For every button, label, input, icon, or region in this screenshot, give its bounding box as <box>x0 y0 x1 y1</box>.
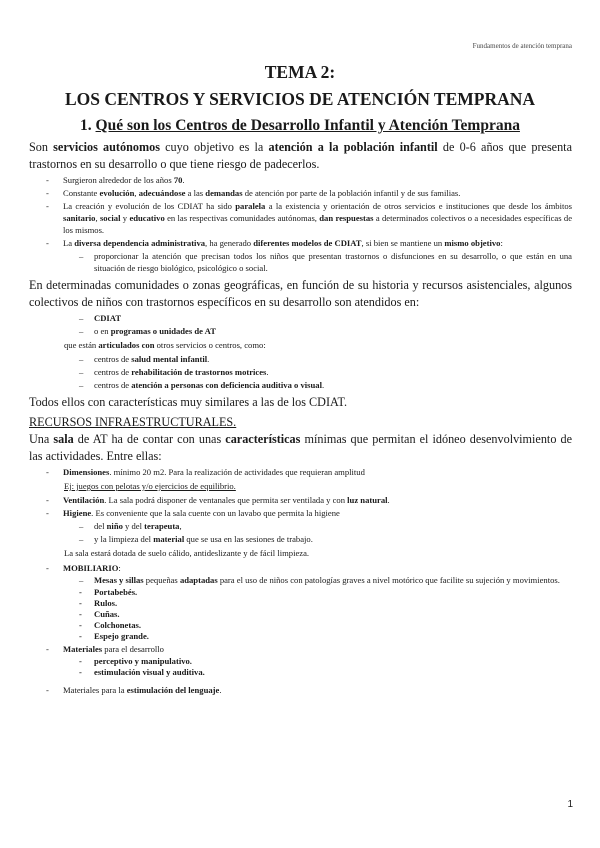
centers-list <box>29 353 572 391</box>
list-subitem: – o en programas o unidades de AT <box>29 325 572 337</box>
list-subitem: - perceptivo y manipulativo. <box>29 656 572 667</box>
list-subitem: – y la limpieza del material que se usa en las sesiones de trabajo. <box>29 533 572 545</box>
document-body <box>29 139 572 697</box>
list-subitem: – proporcionar la atención que precisan todos los niños que presentan trastornos o disfunciones en su desarrollo, o que están en una situación de riesgo biológico, psicológico o social. <box>29 250 572 274</box>
intro-bullets <box>29 174 572 274</box>
features-list <box>29 466 572 478</box>
list-item: - MOBILIARIO: <box>29 562 572 574</box>
list-item: - Ventilación. La sala podrá disponer de ventanales que permita ser ventilada y con luz natural. <box>29 494 572 506</box>
list-subitem: – del niño y del terapeuta, <box>29 520 572 532</box>
paragraph-room: Una sala de AT ha de contar con unas características mínimas que permitan el idóneo desenvolvimiento de las actividades. Entre ellas: <box>29 432 572 463</box>
section-title: Qué son los Centros de Desarrollo Infantil y Atención Temprana <box>95 117 520 134</box>
page-title: LOS CENTROS Y SERVICIOS DE ATENCIÓN TEMPRANA <box>64 89 536 109</box>
list-item: - Materiales para la estimulación del lenguaje. <box>29 684 572 696</box>
list-subitem: – centros de rehabilitación de trastornos motrices. <box>29 366 572 378</box>
list-item: - Dimensiones. mínimo 20 m2. Para la realización de actividades que requieran amplitud <box>29 466 572 478</box>
attended-list <box>29 312 572 337</box>
floor-note: La sala estará dotada de suelo cálido, antideslizante y de fácil limpieza. <box>64 548 310 558</box>
list-item: - La diversa dependencia administrativa, ha generado diferentes modelos de CDIAT, si bien se mantiene un mismo objetivo: <box>29 237 572 249</box>
furniture-list <box>29 562 572 696</box>
list-item: - Higiene. Es conveniente que la sala cuente con un lavabo que permita la higiene <box>29 507 572 519</box>
paragraph-similar: Todos ellos con características muy similares a las de los CDIAT. <box>29 395 348 409</box>
list-subitem: – centros de salud mental infantil. <box>29 353 572 365</box>
list-subitem: - Colchonetas. <box>29 620 572 631</box>
list-subitem: – CDIAT <box>29 312 572 324</box>
list-subitem: - estimulación visual y auditiva. <box>29 667 572 678</box>
list-item: - Materiales para el desarrollo <box>29 643 572 655</box>
section-number: 1. <box>80 117 92 134</box>
resources-heading: RECURSOS INFRAESTRUCTURALES. <box>29 415 237 429</box>
list-item: - Constante evolución, adecuándose a las demandas de atención por parte de la población infantil y de sus familias. <box>29 187 572 199</box>
list-item: - Surgieron alrededor de los años 70. <box>29 174 572 186</box>
paragraph-communities: En determinadas comunidades o zonas geográficas, en función de su historia y recursos asistenciales, algunos colectivos de niños con trastornos específicos en su desarrollo son atendidos en: <box>29 278 572 309</box>
intro-paragraph: Son servicios autónomos cuyo objetivo es la atención a la población infantil de 0-6 años que presenta trastornos en su desarrollo o que tiene riesgo de padecerlos. <box>29 140 572 171</box>
page-number: 1 <box>567 799 573 810</box>
list-subitem: - Espejo grande. <box>29 631 572 642</box>
list-subitem: – Mesas y sillas pequeñas adaptadas para el uso de niños con patologías graves a nivel motórico que facilite su sujeción y movimientos. <box>29 575 572 586</box>
list-subitem: - Rulos. <box>29 598 572 609</box>
list-subitem: - Portabebés. <box>29 587 572 598</box>
list-item: - La creación y evolución de los CDIAT ha sido paralela a la existencia y orientación de otros servicios e instituciones que desde los ámbitos sanitario, social y educativo en las respectivas comunidades autónomas, dan respuestas a determinados colectivos o a necesidades específicas de los mismos. <box>29 200 572 236</box>
topic-number: TEMA 2: <box>264 62 336 82</box>
section-heading <box>0 117 600 135</box>
list-subitem: - Cuñas. <box>29 609 572 620</box>
articulated-note: que están articulados con otros servicios o centros, como: <box>64 340 266 350</box>
example-note: Ej: juegos con pelotas y/o ejercicios de equilibrio. <box>64 481 236 491</box>
list-subitem: – centros de atención a personas con deficiencia auditiva o visual. <box>29 379 572 391</box>
running-header: Fundamentos de atención temprana <box>472 42 572 50</box>
features-list-cont <box>29 494 572 545</box>
